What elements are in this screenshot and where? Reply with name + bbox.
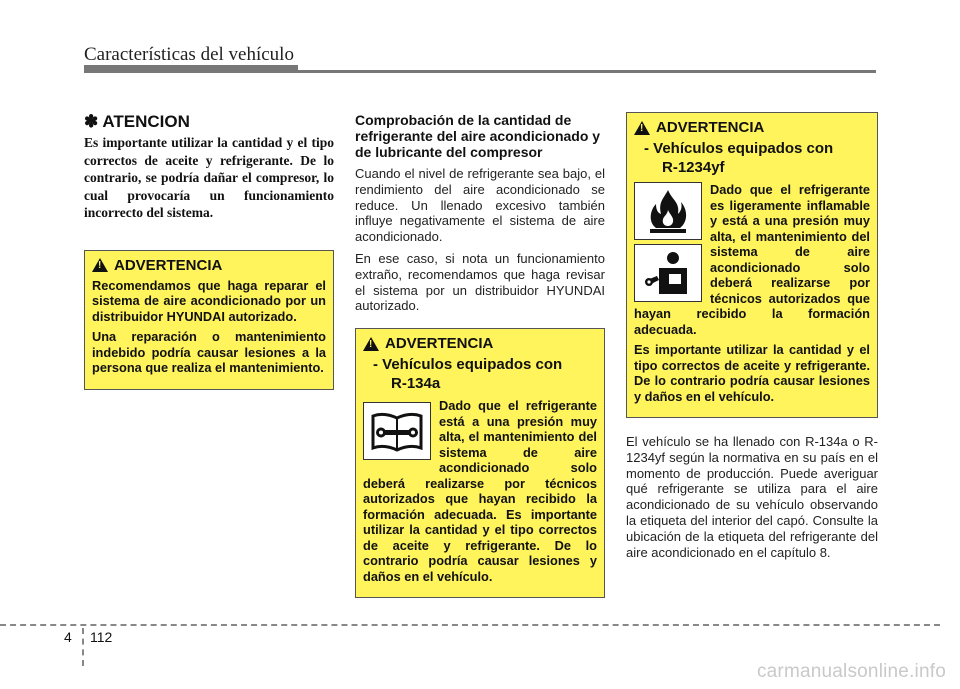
warning-text-1: Dado que el refrigerante es ligeramente inflamable y está a una presión muy alta, el mantenimiento del sistema de aire acondicionado solo deberá realizarse por técnicos autorizados que hayan recibido la formación adecuada. bbox=[634, 182, 870, 337]
warning-box-r1234yf bbox=[626, 112, 878, 418]
warning-subtitle-line-1: - Vehículos equipados con bbox=[373, 356, 563, 374]
warning-subtitle-line-2: R-1234yf bbox=[662, 159, 725, 176]
warning-subtitle-line-2: R-134a bbox=[391, 375, 441, 393]
warning-triangle-icon bbox=[363, 337, 379, 351]
warning-box-service bbox=[84, 250, 334, 390]
page-header-title: Características del vehículo bbox=[84, 44, 294, 65]
body-paragraph: El vehículo se ha llenado con R-134a o R-1234yf según la normativa en su país en el momento de producción. Puede averiguar qué refrigerante se utiliza para el aire acondicionado de su vehículo observando la etiqueta del interior del capó. Consulte la ubicación de la etiqueta del refrigerante del aire acondicionado en el capítulo 8. bbox=[626, 434, 878, 560]
warning-title: ADVERTENCIA bbox=[656, 119, 765, 136]
warning-header bbox=[92, 257, 326, 274]
body-paragraph-1: Cuando el nivel de refrigerante sea bajo, el rendimiento del aire acondicionado se reduce. Un llenado excesivo también influye negativamente el sistema de aire acondicionado. bbox=[355, 166, 605, 245]
footer-rule bbox=[0, 624, 940, 626]
warning-subtitle-line-1: - Vehículos equipados con bbox=[644, 140, 834, 157]
warning-text-2: Es importante utilizar la cantidad y el tipo correctos de aceite y refrigerante. De lo contrario podría causar lesiones y daños en el vehículo. bbox=[634, 342, 870, 404]
warning-header bbox=[634, 119, 870, 136]
warning-triangle-icon bbox=[92, 258, 108, 272]
warning-text-2: Una reparación o mantenimiento indebido podría causar lesiones a la persona que realiza el mantenimiento. bbox=[92, 329, 326, 375]
manual-wrench-icon bbox=[363, 402, 431, 460]
warning-text: Dado que el refrigerante está a una presión muy alta, el mantenimiento del sistema de aire acondicionado solo deberá realizarse por técnicos autorizados que hayan recibido la formación adecuada. Es importante utilizar la cantidad y el tipo correctos de aceite y refrigerante. De lo contrario podría causar lesiones y daños en el vehículo. bbox=[363, 398, 597, 584]
attention-text: Es importante utilizar la cantidad y el tipo correctos de aceite y refrigerante. De lo contrario, se podría dañar el compresor, lo cual provocaría un funcionamiento incorrecto del sistema. bbox=[84, 135, 334, 220]
watermark: carmanualsonline.info bbox=[756, 661, 946, 682]
warning-text-1: Recomendamos que haga reparar el sistema de aire acondicionado por un distribuidor HYUNDAI autorizado. bbox=[92, 277, 326, 324]
technician-icon bbox=[634, 244, 702, 302]
footer-divider bbox=[82, 628, 84, 666]
attention-title: ✽ ATENCION bbox=[84, 112, 190, 131]
column-3 bbox=[626, 112, 878, 566]
chapter-number: 4 bbox=[64, 629, 72, 645]
warning-icon-stack bbox=[634, 182, 702, 302]
body-paragraph-2: En ese caso, si nota un funcionamiento extraño, recomendamos que haga revisar el sistema por un distribuidor HYUNDAI autorizado. bbox=[355, 250, 605, 314]
warning-header bbox=[363, 335, 597, 352]
warning-triangle-icon bbox=[634, 121, 650, 135]
header-rule bbox=[84, 70, 876, 73]
column-1 bbox=[84, 112, 334, 390]
column-2 bbox=[355, 112, 605, 598]
flammable-icon bbox=[634, 182, 702, 240]
warning-title: ADVERTENCIA bbox=[385, 335, 494, 353]
page-number: 112 bbox=[90, 629, 113, 645]
warning-box-r134a bbox=[355, 328, 605, 598]
warning-title: ADVERTENCIA bbox=[114, 256, 223, 274]
section-heading: Comprobación de la cantidad de refrigerante del aire acondicionado y de lubricante del compresor bbox=[355, 112, 601, 160]
